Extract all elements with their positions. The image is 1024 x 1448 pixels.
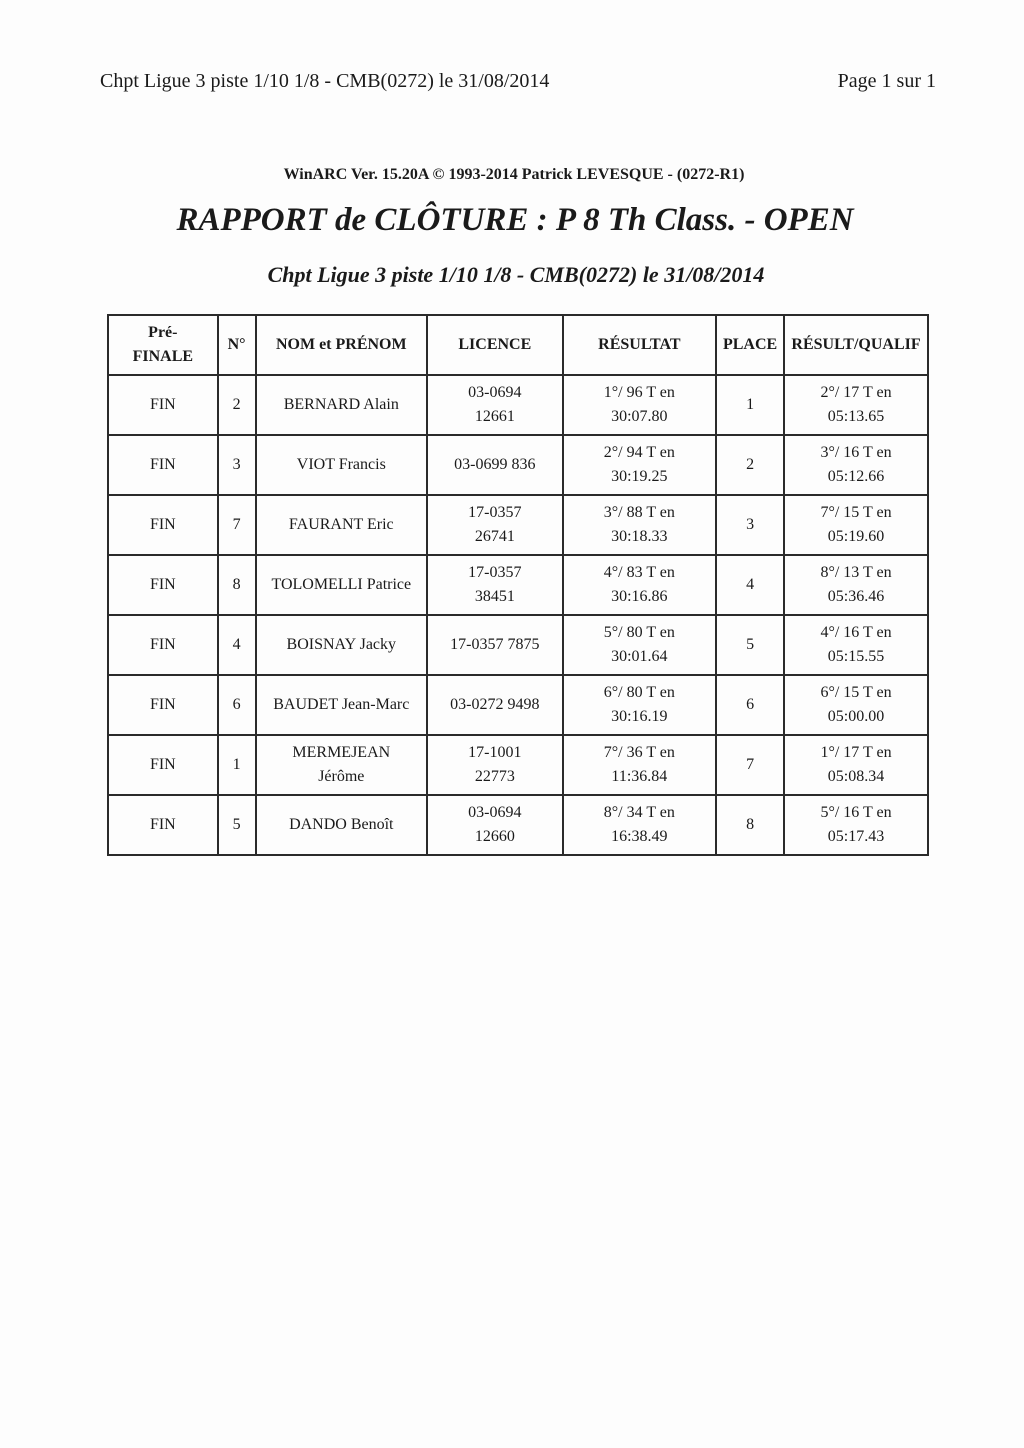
results-body [108, 375, 928, 855]
qualif-cell-line: 7°/ 15 T en [820, 504, 892, 521]
qualif-cell-line: 05:17.43 [827, 828, 885, 845]
column-header-qualif: RÉSULT/QUALIF [784, 315, 928, 375]
resultat-cell-line: 1°/ 96 T en [603, 384, 675, 401]
name-cell-line: Jérôme [318, 768, 365, 785]
number-cell: 7 [218, 495, 256, 555]
qualif-cell-line: 05:19.60 [827, 528, 885, 545]
prefinale-cell: FIN [108, 375, 218, 435]
licence-cell [427, 675, 563, 735]
prefinale-cell: FIN [108, 735, 218, 795]
licence-cell-line: 17-1001 [468, 744, 522, 761]
resultat-cell-line: 6°/ 80 T en [603, 684, 675, 701]
resultat-cell [563, 735, 717, 795]
name-cell-line: BAUDET Jean-Marc [273, 696, 410, 713]
qualif-cell-line: 6°/ 15 T en [820, 684, 892, 701]
number-cell: 1 [218, 735, 256, 795]
resultat-cell [563, 795, 717, 855]
table-row [108, 795, 928, 855]
table-header-row [108, 315, 928, 375]
place-cell: 2 [716, 435, 784, 495]
resultat-cell-line: 7°/ 36 T en [603, 744, 675, 761]
resultat-cell-line: 5°/ 80 T en [603, 624, 675, 641]
number-cell: 5 [218, 795, 256, 855]
prefinale-cell: FIN [108, 795, 218, 855]
licence-cell [427, 375, 563, 435]
qualif-cell [784, 555, 928, 615]
qualif-cell-line: 05:00.00 [827, 708, 885, 725]
qualif-cell [784, 495, 928, 555]
licence-cell [427, 495, 563, 555]
prefinale-cell: FIN [108, 495, 218, 555]
resultat-cell-line: 11:36.84 [611, 768, 668, 785]
name-cell [256, 675, 427, 735]
number-cell: 4 [218, 615, 256, 675]
place-cell: 1 [716, 375, 784, 435]
place-cell: 8 [716, 795, 784, 855]
column-header-resultat: RÉSULTAT [563, 315, 717, 375]
name-cell [256, 435, 427, 495]
column-header-prefinale: Pré- FINALE [108, 315, 218, 375]
qualif-cell-line: 8°/ 13 T en [820, 564, 892, 581]
qualif-cell-line: 05:08.34 [827, 768, 885, 785]
licence-cell [427, 555, 563, 615]
resultat-cell-line: 30:19.25 [611, 468, 668, 485]
prefinale-cell: FIN [108, 615, 218, 675]
software-credit: WinARC Ver. 15.20A © 1993-2014 Patrick LEVESQUE - (0272-R1) [283, 166, 745, 183]
name-cell-line: FAURANT Eric [288, 516, 394, 533]
licence-cell-line: 03-0699 836 [454, 456, 536, 473]
page-number: Page 1 sur 1 [837, 70, 936, 92]
place-cell: 3 [716, 495, 784, 555]
column-header-place: PLACE [716, 315, 784, 375]
resultat-cell [563, 495, 717, 555]
qualif-cell [784, 435, 928, 495]
column-header-number: N° [218, 315, 256, 375]
resultat-cell [563, 435, 717, 495]
running-header [100, 70, 936, 96]
table-row [108, 495, 928, 555]
qualif-cell-line: 3°/ 16 T en [820, 444, 892, 461]
name-cell [256, 795, 427, 855]
resultat-cell-line: 30:01.64 [611, 648, 668, 665]
name-cell [256, 735, 427, 795]
licence-cell-line: 03-0272 9498 [450, 696, 540, 713]
licence-cell [427, 615, 563, 675]
resultat-cell-line: 8°/ 34 T en [603, 804, 675, 821]
qualif-cell-line: 2°/ 17 T en [820, 384, 892, 401]
licence-cell-line: 17-0357 [468, 564, 522, 581]
number-cell: 8 [218, 555, 256, 615]
prefinale-cell: FIN [108, 675, 218, 735]
name-cell [256, 555, 427, 615]
results-table [107, 314, 929, 856]
licence-cell-line: 26741 [474, 528, 515, 545]
resultat-cell [563, 675, 717, 735]
name-cell-line: BOISNAY Jacky [286, 636, 397, 653]
resultat-cell-line: 16:38.49 [611, 828, 668, 845]
place-cell: 4 [716, 555, 784, 615]
place-cell: 7 [716, 735, 784, 795]
resultat-cell-line: 30:16.19 [611, 708, 668, 725]
licence-cell-line: 12661 [474, 408, 515, 425]
resultat-cell [563, 555, 717, 615]
number-cell: 2 [218, 375, 256, 435]
licence-cell-line: 22773 [474, 768, 515, 785]
resultat-cell [563, 615, 717, 675]
resultat-cell-line: 3°/ 88 T en [603, 504, 675, 521]
qualif-cell-line: 05:12.66 [827, 468, 885, 485]
table-row [108, 735, 928, 795]
place-cell: 5 [716, 615, 784, 675]
licence-cell-line: 17-0357 [468, 504, 522, 521]
table-row [108, 435, 928, 495]
licence-cell-line: 17-0357 7875 [450, 636, 540, 653]
name-cell [256, 615, 427, 675]
qualif-cell [784, 615, 928, 675]
name-cell [256, 495, 427, 555]
qualif-cell [784, 675, 928, 735]
name-cell-line: VIOT Francis [296, 456, 386, 473]
number-cell: 6 [218, 675, 256, 735]
licence-cell [427, 795, 563, 855]
column-header-name: NOM et PRÉNOM [256, 315, 427, 375]
qualif-cell-line: 05:15.55 [827, 648, 885, 665]
licence-cell-line: 12660 [474, 828, 515, 845]
resultat-cell-line: 30:16.86 [611, 588, 668, 605]
resultat-cell [563, 375, 717, 435]
prefinale-cell: FIN [108, 435, 218, 495]
licence-cell-line: 03-0694 [468, 384, 522, 401]
name-cell-line: BERNARD Alain [283, 396, 399, 413]
qualif-cell [784, 735, 928, 795]
licence-cell [427, 435, 563, 495]
name-cell-line: TOLOMELLI Patrice [271, 576, 412, 593]
qualif-cell-line: 05:13.65 [827, 408, 885, 425]
qualif-cell-line: 05:36.46 [827, 588, 885, 605]
number-cell: 3 [218, 435, 256, 495]
table-row [108, 675, 928, 735]
place-cell: 6 [716, 675, 784, 735]
qualif-cell-line: 1°/ 17 T en [820, 744, 892, 761]
resultat-cell-line: 30:07.80 [611, 408, 668, 425]
resultat-cell-line: 2°/ 94 T en [603, 444, 675, 461]
qualif-cell [784, 375, 928, 435]
table-row [108, 375, 928, 435]
header-event-text: Chpt Ligue 3 piste 1/10 1/8 - CMB(0272) le 31/08/2014 [100, 70, 550, 92]
report-title: RAPPORT de CLÔTURE : P 8 Th Class. - OPEN [176, 202, 854, 238]
qualif-cell-line: 4°/ 16 T en [820, 624, 892, 641]
name-cell-line: MERMEJEAN [292, 744, 391, 761]
name-cell [256, 375, 427, 435]
report-subtitle: Chpt Ligue 3 piste 1/10 1/8 - CMB(0272) le 31/08/2014 [267, 262, 765, 287]
table-row [108, 555, 928, 615]
table-row [108, 615, 928, 675]
resultat-cell-line: 4°/ 83 T en [603, 564, 675, 581]
name-cell-line: DANDO Benoît [289, 816, 394, 833]
licence-cell-line: 38451 [474, 588, 515, 605]
licence-cell [427, 735, 563, 795]
resultat-cell-line: 30:18.33 [611, 528, 668, 545]
qualif-cell-line: 5°/ 16 T en [820, 804, 892, 821]
qualif-cell [784, 795, 928, 855]
licence-cell-line: 03-0694 [468, 804, 522, 821]
column-header-licence: LICENCE [427, 315, 563, 375]
prefinale-cell: FIN [108, 555, 218, 615]
